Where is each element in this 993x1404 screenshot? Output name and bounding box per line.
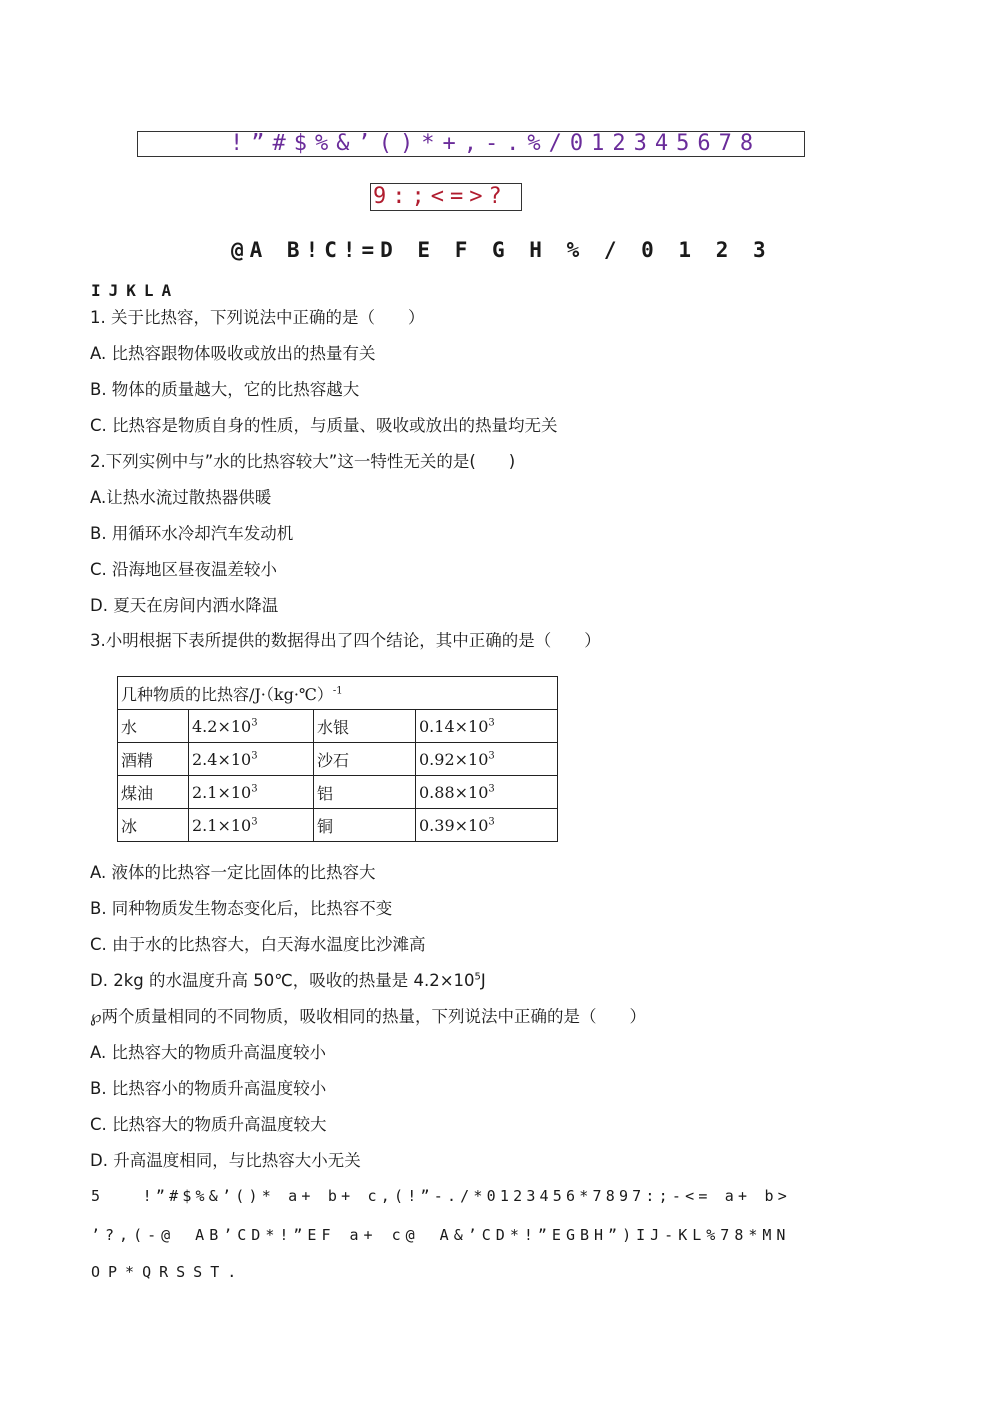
q1-option-a: A. 比热容跟物体吸收或放出的热量有关 <box>90 344 376 363</box>
q3-option-d: D. 2kg 的水温度升高 50℃，吸收的热量是 $4.2\times 10^5J$ <box>90 971 486 990</box>
code-box <box>370 183 522 211</box>
table-cell: 煤油 <box>118 776 189 809</box>
table-row <box>118 776 558 809</box>
q4-stem: ℘两个质量相同的不同物质，吸收相同的热量，下列说法中正确的是（ ） <box>90 1007 647 1026</box>
table-cell: 酒精 <box>118 743 189 776</box>
q3-option-c: C. 由于水的比热容大，白天海水温度比沙滩高 <box>90 935 426 954</box>
table-cell: $0.92\times 10^3$ <box>416 743 558 776</box>
table-cell: $0.88\times 10^3$ <box>416 776 558 809</box>
specific-heat-table <box>117 676 558 842</box>
table-cell: $0.14\times 10^3$ <box>416 710 558 743</box>
q5-line-1: 5 !”#$%&’()* a+ b+ c,(!”-./*0123456*7897:;-<= a+ b> <box>91 1187 791 1205</box>
q1-option-b: B. 物体的质量越大，它的比热容越大 <box>90 380 360 399</box>
q2-option-b: B. 用循环水冷却汽车发动机 <box>90 524 294 543</box>
q2-option-a: A.让热水流过散热器供暖 <box>90 488 272 507</box>
q4-option-c: C. 比热容大的物质升高温度较大 <box>90 1115 327 1134</box>
q1-option-c: C. 比热容是物质自身的性质，与质量、吸收或放出的热量均无关 <box>90 416 558 435</box>
q3-stem: 3.小明根据下表所提供的数据得出了四个结论，其中正确的是（ ） <box>90 631 601 650</box>
garbled-subtitle: @A B!C!=D E F G H % / 0 1 2 3 <box>231 238 772 262</box>
table-cell: 铜 <box>314 809 416 842</box>
q2-option-d: D. 夏天在房间内洒水降温 <box>90 596 279 615</box>
table-cell: 铝 <box>314 776 416 809</box>
title-box <box>137 131 805 157</box>
table-cell: $2.1\times 10^3$ <box>189 809 314 842</box>
q5-line-2: ’?,(-@ AB’CD*!”EF a+ c@ A&’CD*!”EGBH”)IJ-KL%78*MN <box>91 1226 791 1244</box>
table-cell: 水 <box>118 710 189 743</box>
table-title: 几种物质的比热容/J·（kg·℃）$^{-1}$ <box>118 677 558 710</box>
q2-option-c: C. 沿海地区昼夜温差较小 <box>90 560 278 579</box>
section-label: IJKLA <box>91 281 180 300</box>
q4-option-b: B. 比热容小的物质升高温度较小 <box>90 1079 327 1098</box>
table-cell: $2.1\times 10^3$ <box>189 776 314 809</box>
table-row <box>118 809 558 842</box>
table-cell: 水银 <box>314 710 416 743</box>
q4-option-d: D. 升高温度相同，与比热容大小无关 <box>90 1151 361 1170</box>
table-cell: $0.39\times 10^3$ <box>416 809 558 842</box>
q3-option-a: A. 液体的比热容一定比固体的比热容大 <box>90 863 376 882</box>
table-cell: $4.2\times 10^3$ <box>189 710 314 743</box>
q5-line-3: OP*QRSST. <box>91 1263 245 1281</box>
table-row <box>118 743 558 776</box>
garbled-title: !”#$%&’()*+,-.%/012345678 <box>230 131 762 156</box>
q2-stem: 2.下列实例中与”水的比热容较大”这一特性无关的是( ) <box>90 452 516 471</box>
q3-option-b: B. 同种物质发生物态变化后，比热容不变 <box>90 899 393 918</box>
q4-option-a: A. 比热容大的物质升高温度较小 <box>90 1043 326 1062</box>
q1-stem: 1. 关于比热容，下列说法中正确的是（ ） <box>90 308 425 327</box>
garbled-code: 9:;<=>? <box>373 184 508 209</box>
table-row <box>118 710 558 743</box>
table-cell: $2.4\times 10^3$ <box>189 743 314 776</box>
table-cell: 冰 <box>118 809 189 842</box>
table-cell: 沙石 <box>314 743 416 776</box>
